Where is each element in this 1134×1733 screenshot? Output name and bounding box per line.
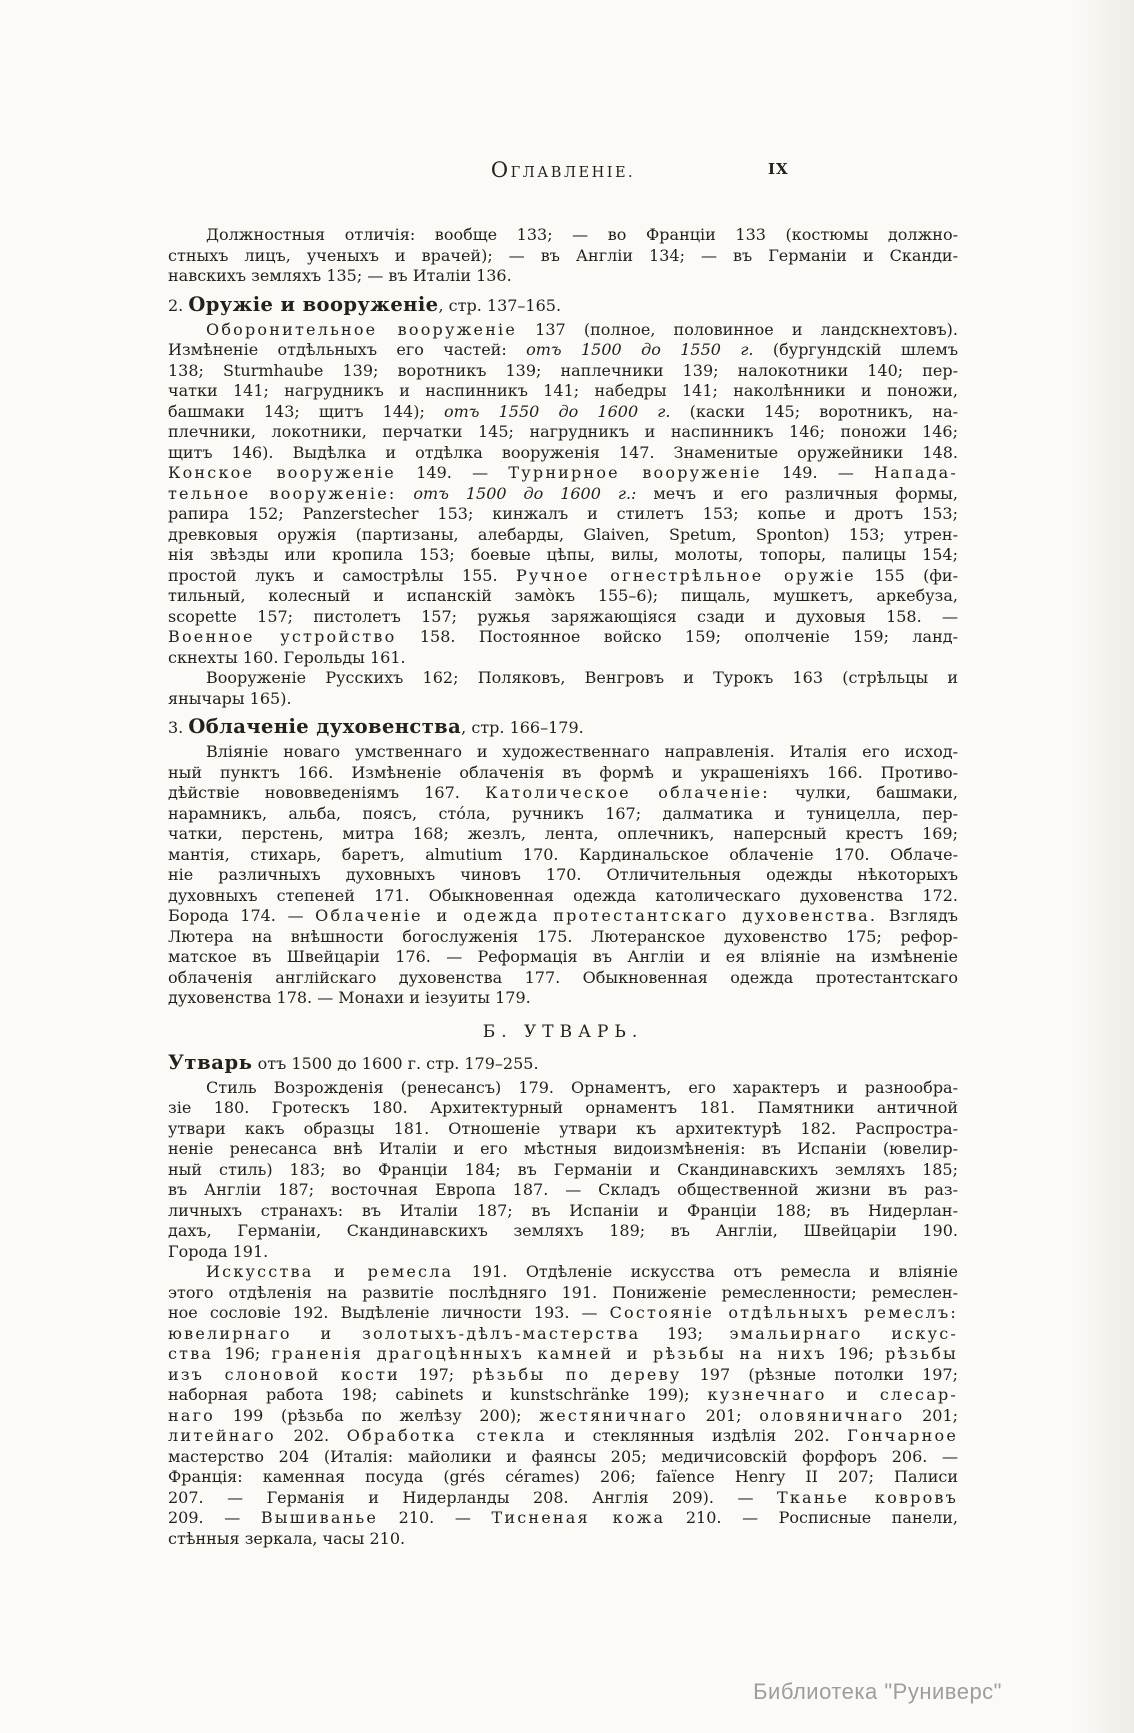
text-run: Облаченіе духовенства [188,715,462,738]
text-run: нія звѣзды или кропила 153; боевые цѣпы, вилы, молоты, топоры, палицы 154; [168,545,958,564]
text-run: отъ 1500 до 1600 г. стр. 179–255. [252,1053,539,1073]
text-line [168,906,958,927]
text-run: 3. [168,718,189,737]
text-line [168,742,958,763]
text-line [168,1160,958,1181]
text-run: Военное устройство [168,627,397,646]
text-run [396,484,413,503]
text-run: 210. — [378,1508,492,1527]
text-run: облаченія англійскаго духовенства 177. Обыкновенная одежда протестантскаго [168,967,958,987]
text-run: Облаченіе и одежда протестантскаго духовенства. [315,906,878,925]
text-run: Вооруженіе Русскихъ 162; Поляковъ, Венгровъ и Турокъ 163 (стрѣльцы и [206,668,958,687]
text-line [168,1488,958,1509]
text-line [168,463,958,484]
subsection-heading [168,1051,958,1076]
text-line [168,1119,958,1140]
section-heading [168,293,958,318]
text-run: Католическое облаченіе: [485,783,770,802]
text-run: навскихъ земляхъ 135; — въ Италіи 136. [168,266,512,285]
text-run: неніе ренесанса внѣ Италіи и его мѣстныя видоизмѣненія: въ Испаніи (ювелир- [168,1139,958,1158]
text-run: ный стиль) 183; во Франціи 184; въ Германіи и Скандинавскихъ земляхъ 185; [168,1159,958,1179]
text-run: духовенства 178. — Монахи и іезуиты 179. [168,988,531,1007]
text-line [168,1324,958,1345]
text-line [168,340,958,361]
text-run: 199 (рѣзьба по желѣзу 200); [215,1405,540,1425]
text-line [168,1201,958,1222]
part-heading [168,1021,958,1043]
text-line [168,1283,958,1304]
text-run: янычары 165). [168,688,292,708]
text-run: жестяничнаго [539,1405,688,1425]
text-run: Напада- [874,463,958,482]
text-run: изъ слоновой кости [168,1364,401,1384]
text-line [168,804,958,825]
text-run: нарамникъ, альба, поясъ, сто́ла, ручникъ 167; далматика и туницелла, пер- [168,803,958,823]
text-run: рѣзьбы по дереву [472,1364,682,1384]
text-line [168,968,958,989]
text-run: рапира 152; Panzerstecher 153; кинжалъ и стилетъ 153; копье и дротъ 153; [168,504,958,523]
text-run: 196; [213,1344,272,1363]
text-run: граненія драгоцѣнныхъ камней и рѣзьбы на нихъ [271,1344,827,1363]
text-line [168,1529,958,1550]
text-line [168,1426,958,1447]
text-run: наборная работа 198; cabinets и kunstschränke 199); [168,1385,708,1404]
text-run: отъ 1500 до 1600 г.: [413,483,637,503]
section-heading [168,715,958,740]
text-run: Стиль Возрожденія (ренесансъ) 179. Орнаментъ, его характеръ и разнообра- [206,1077,958,1097]
text-line [168,648,958,669]
text-run: Города 191. [168,1241,269,1261]
text-line [168,1467,958,1488]
text-run: Тканье ковровъ [776,1487,958,1507]
toc-paragraph [168,225,958,287]
text-run: 201; [687,1405,760,1425]
text-run: въ Англіи 187; восточная Европа 187. — Складъ общественной жизни въ раз- [168,1180,958,1199]
text-line [168,1098,958,1119]
text-line [168,266,958,287]
text-line [168,845,958,866]
toc-content [168,225,958,1549]
text-line [168,246,958,267]
text-run: ніе различныхъ духовныхъ чиновъ 170. Отличительныя одежды нѣкоторыхъ [168,865,958,884]
text-run: оловяничнаго [759,1405,905,1425]
text-line [168,1344,958,1365]
text-run: утвари какъ образцы 181. Отношеніе утвари къ архитектурѣ 182. Распростра- [168,1118,958,1138]
text-run: 210. — Росписные панели, [665,1508,959,1527]
text-line [168,504,958,525]
text-run: чатки 141; нагрудникъ и наспинникъ 141; набедры 141; наколѣнники и поножи, [168,381,958,400]
text-run: мантія, стихарь, баретъ, almutium 170. Кардинальское облаченіе 170. Облаче- [168,844,958,864]
text-run: 202. [275,1426,347,1445]
text-line [168,1262,958,1283]
text-line [168,865,958,886]
text-run: Обработка стекла [346,1426,547,1445]
text-run: наго [168,1405,216,1425]
text-run: 2. [168,295,189,315]
text-run: древковыя оружія (партизаны, алебарды, Glaiven, Spetum, Sponton) 153; утрен- [168,524,958,544]
text-line [168,586,958,607]
text-run: Гончарное [847,1426,958,1445]
text-run: 197 (рѣзные потолки 197; [681,1364,958,1384]
text-run: 207. — Германія и Нидерланды 208. Англія 209). — [168,1487,777,1507]
text-run: дѣйствіе нововведеніямъ 167. [168,783,486,802]
text-line [168,525,958,546]
text-line [168,763,958,784]
text-run: тельное вооруженіе: [168,483,397,503]
text-line [168,320,958,341]
text-run: Ручное огнестрѣльное оружіе [515,565,856,585]
text-run: щитъ 146). Выдѣлка и отдѣлка вооруженія 147. Знаменитые оружейники 148. [168,442,958,462]
text-run: 196; [826,1344,886,1363]
text-run: тильный, колесный и испанскій замо̀къ 155–6); пищаль, мушкетъ, аркебуза, [168,586,958,605]
text-run: , стр. 166–179. [461,718,584,737]
text-line [168,886,958,907]
text-line [168,927,958,948]
text-run: и стеклянныя издѣлія 202. [546,1426,848,1445]
text-run: 158. Постоянное войско 159; ополченіе 159; ланд- [396,627,958,646]
text-line [168,361,958,382]
text-run: Должностныя отличія: вообще 133; — во Франціи 133 (костюмы должно- [206,225,958,244]
text-run: стѣнныя зеркала, часы 210. [168,1528,406,1548]
text-run: 191. Отдѣленіе искусства отъ ремесла и вліяніе [453,1262,958,1281]
text-run: Тисненая кожа [491,1508,666,1527]
text-run: 138; Sturmhaube 139; воротникъ 139; наплечники 139; налокотники 140; пер- [168,360,958,380]
text-line [168,824,958,845]
text-run: 201; [904,1405,959,1425]
text-run: Конское вооруженіе [168,463,396,482]
text-run: Утварь [168,1050,253,1074]
text-run: чатки, перстень, митра 168; жезлъ, лента, оплечникъ, наперсный крестъ 169; [168,824,958,843]
text-run: Турнирное вооруженіе [508,463,762,482]
text-run: этого отдѣленія на развитіе послѣдняго 191. Пониженіе ремесленности; ремеслен- [168,1282,958,1302]
text-run: 209. — [168,1508,261,1527]
text-run: матское въ Швейцаріи 176. — Реформація въ Англіи и ея вліяніе на измѣненіе [168,947,958,966]
text-line [168,1365,958,1386]
text-run: чулки, башмаки, [769,783,958,802]
text-run: кузнечнаго и слесар- [707,1385,958,1404]
text-run: Искусства и ремесла [206,1262,454,1281]
text-line [168,607,958,628]
text-line [168,988,958,1009]
text-run: мастерство 204 (Италія: майолики и фаянсы 205; медичисовскій форфоръ 206. — [168,1446,958,1466]
text-line [168,1385,958,1406]
text-run: башмаки 143; щитъ 144); [168,401,444,421]
text-run: 193; [640,1323,730,1343]
text-line [168,545,958,566]
page-number: IX [768,160,789,178]
text-block [168,0,958,1549]
text-run: эмальирнаго искус- [729,1323,958,1343]
text-run: личныхъ странахъ: въ Италіи 187; въ Испаніи и Франціи 188; въ Нидерлан- [168,1200,958,1220]
text-run: 137 (полное, половинное и ландскнехтовъ). [517,319,958,339]
text-line [168,443,958,464]
text-line [168,1508,958,1529]
toc-paragraph [168,1078,958,1263]
text-line [168,1406,958,1427]
text-run: ювелирнаго и золотыхъ-дѣлъ-мастерства [168,1323,641,1343]
text-line [168,1180,958,1201]
text-run: Лютера на внѣшности богослуженія 175. Лютеранское духовенство 175; рефор- [168,926,958,946]
text-line [168,1303,958,1324]
text-run: Состояніе отдѣльныхъ ремеслъ: [609,1303,959,1322]
text-run: 155 (фи- [855,565,958,585]
toc-paragraph [168,668,958,709]
text-line [168,1242,958,1263]
text-run: зіе 180. Гротескъ 180. Архитектурный орнаментъ 181. Памятники античной [168,1098,958,1117]
toc-paragraph [168,1262,958,1549]
text-line [168,1078,958,1099]
text-line [168,422,958,443]
text-run: отъ 1550 до 1600 г. [444,401,671,421]
text-run: (бургундскій шлемъ [753,340,959,359]
text-line [168,689,958,710]
text-run: (каски 145; воротникъ, на- [670,401,959,421]
text-line [168,1139,958,1160]
text-line [168,225,958,246]
toc-paragraph [168,742,958,1009]
text-run: , стр. 137–165. [438,295,562,315]
text-run: Борода 174. — [168,906,316,925]
text-run: Вліяніе новаго умственнаго и художественнаго направленія. Италія его исход- [206,742,958,761]
text-run: ный пунктъ 166. Измѣненіе облаченія въ формѣ и украшеніяхъ 166. Противо- [168,762,958,782]
text-run: Оружіе и вооруженіе [188,292,439,316]
text-run: скнехты 160. Герольды 161. [168,647,406,667]
text-line [168,627,958,648]
text-line [168,783,958,804]
text-run: простой лукъ и самострѣлы 155. [168,565,516,585]
text-run: 197; [400,1364,473,1384]
library-watermark: Библиотека "Руниверс" [753,1679,1002,1704]
page-title: ОГЛАВЛЕНІЕ. [490,158,636,182]
text-run: 149. — [761,463,875,482]
text-run: Б. УТВАРЬ. [482,1021,644,1042]
text-line [168,1447,958,1468]
text-line [168,668,958,689]
text-run: дахъ, Германіи, Скандинавскихъ земляхъ 189; въ Англіи, Швейцаріи 190. [168,1221,958,1240]
text-line [168,947,958,968]
text-run: ное сословіе 192. Выдѣленіе личности 193. — [168,1303,610,1322]
text-line [168,381,958,402]
text-run: Измѣненіе отдѣльныхъ его частей: [168,340,527,359]
text-run: ства [168,1344,214,1363]
text-run: Вышиванье [260,1508,379,1527]
text-run: scopette 157; пистолетъ 157; ружья заряжающіяся сзади и духовыя 158. — [168,606,958,626]
text-line [168,1221,958,1242]
text-run: 149. — [395,463,509,482]
text-run: отъ 1500 до 1550 г. [526,340,754,359]
text-run: Взглядъ [877,906,958,925]
text-line [168,566,958,587]
text-run: рѣзьбы [885,1344,958,1363]
text-run: мечъ и его различныя формы, [636,483,959,503]
text-run: стныхъ лицъ, ученыхъ и врачей); — въ Англіи 134; — въ Германіи и Сканди- [168,245,958,265]
text-run: плечники, локотники, перчатки 145; нагрудникъ и наспинникъ 146; поножи 146; [168,422,958,441]
text-line [168,484,958,505]
text-run: литейнаго [168,1426,276,1445]
text-line [168,402,958,423]
toc-paragraph [168,320,958,669]
text-run: духовныхъ степеней 171. Обыкновенная одежда католическаго духовенства 172. [168,885,958,905]
text-run: Франція: каменная посуда (grés cérames) 206; faïence Henry II 207; Палиси [168,1467,958,1486]
text-run: Оборонительное вооруженіе [206,319,518,339]
